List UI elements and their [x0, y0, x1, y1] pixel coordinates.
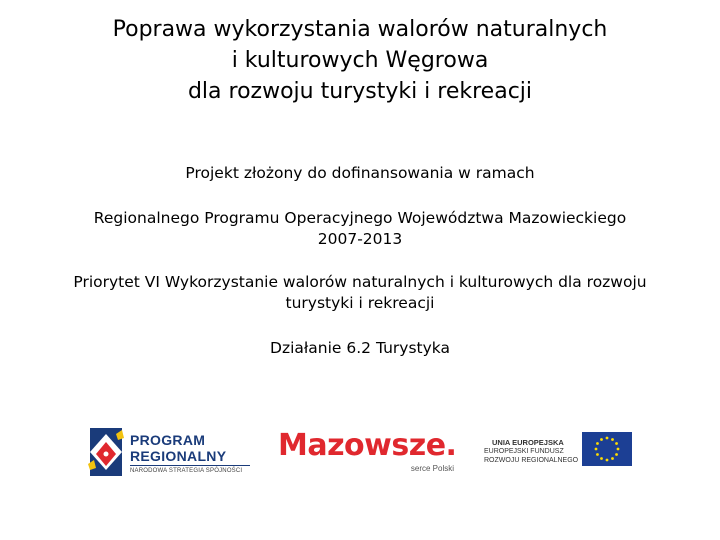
program-regionalny-emblem [86, 424, 128, 480]
program-line-1: Regionalnego Programu Operacyjnego Województwa Mazowieckiego [93, 209, 627, 227]
eu-star [606, 459, 609, 462]
program-name [0, 208, 720, 250]
eu-star [600, 438, 603, 441]
title-line-3: dla rozwoju turystyki i rekreacji [187, 79, 533, 104]
eu-flag-icon [582, 432, 632, 466]
eu-star [617, 448, 620, 451]
mazowsze-tagline: serce Polski [410, 464, 454, 473]
eu-label: UNIA EUROPEJSKA [492, 438, 564, 447]
eu-star [615, 453, 618, 456]
strategy-tagline: NARODOWA STRATEGIA SPÓJNOŚCI [130, 468, 243, 474]
title-line-2: i kulturowych Węgrowa [231, 48, 489, 73]
eu-star [611, 457, 614, 460]
eu-star [596, 453, 599, 456]
eu-fund-label-2: ROZWOJU REGIONALNEGO [484, 457, 579, 464]
eu-star [615, 442, 618, 445]
eu-star [595, 448, 598, 451]
priority [0, 272, 720, 314]
action [0, 338, 720, 359]
eu-fund-label: EUROPEJSKI FUNDUSZ [484, 448, 564, 455]
action-text: Działanie 6.2 Turystyka [270, 339, 450, 357]
project-intro [0, 163, 720, 184]
divider [130, 465, 250, 466]
eu-logo [484, 432, 634, 472]
mazowsze-logo [278, 428, 460, 480]
regionalny-label: REGIONALNY [130, 448, 227, 464]
project-intro-text: Projekt złożony do dofinansowania w ramach [185, 164, 535, 182]
eu-star [606, 437, 609, 440]
eu-star [596, 442, 599, 445]
title-line-1: Poprawa wykorzystania walorów naturalnych [112, 17, 608, 42]
priority-line-2: turystyki i rekreacji [285, 294, 435, 312]
logo-strip [0, 418, 720, 484]
priority-line-1: Priorytet VI Wykorzystanie walorów naturalnych i kulturowych dla rozwoju [73, 273, 647, 291]
program-label: PROGRAM [130, 432, 206, 448]
eu-star [611, 438, 614, 441]
eu-star [600, 457, 603, 460]
program-regionalny-logo [86, 424, 254, 480]
program-line-2: 2007-2013 [317, 230, 403, 248]
mazowsze-wordmark: Mazowsze. [278, 428, 457, 463]
page-title [0, 14, 720, 107]
